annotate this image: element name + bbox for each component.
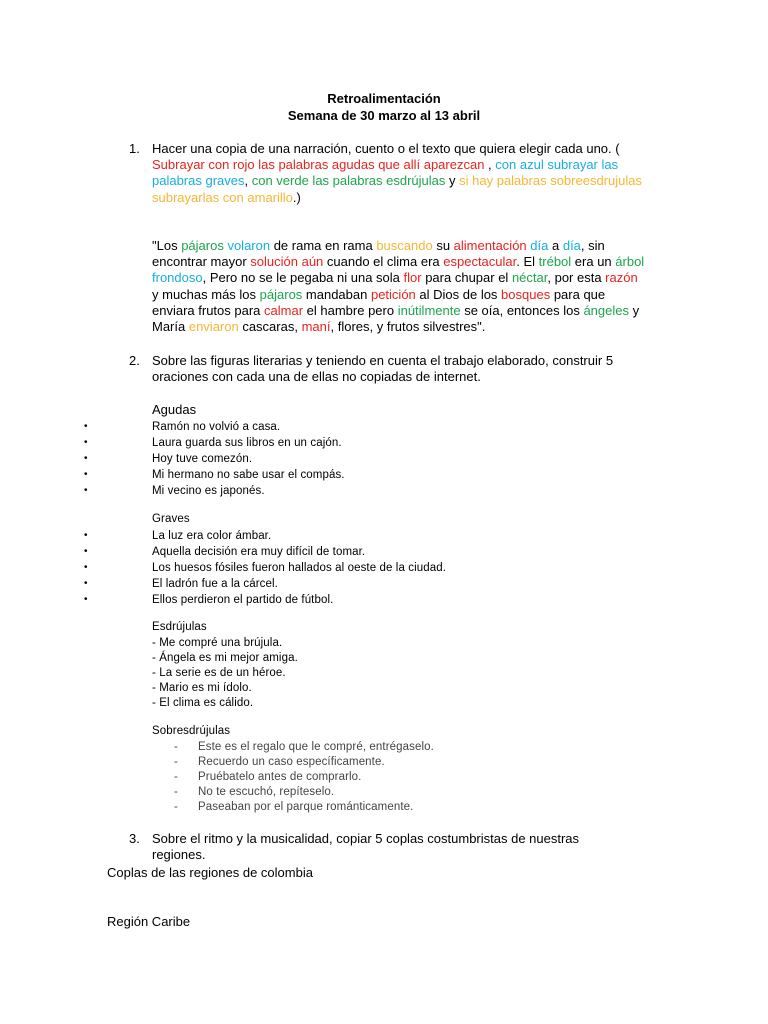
narrative-text: , sin encontrar mayor xyxy=(152,238,605,270)
highlighted-word: ángeles xyxy=(583,302,629,318)
sobresdrujulas-heading: Sobresdrújulas xyxy=(152,725,231,737)
narrative-text: cascaras, xyxy=(238,319,302,335)
esdrujulas-heading: Esdrújulas xyxy=(152,621,207,633)
item-1-number: 1. xyxy=(129,141,140,156)
blue-instruction: con azul subrayar las palabras graves xyxy=(152,157,619,189)
item-3-number: 3. xyxy=(129,831,140,846)
list-item: - Recuerdo un caso específicamente. xyxy=(174,756,385,768)
highlighted-word: volaron xyxy=(227,238,271,253)
list-item: • Aquella decisión era muy difícil de tomar. xyxy=(84,546,366,558)
narrative-text: , flores, y frutos silvestres". xyxy=(330,319,486,335)
highlighted-word: alimentación xyxy=(453,238,527,253)
coplas-heading: Coplas de las regiones de colombia xyxy=(107,865,313,880)
highlighted-word: calmar xyxy=(264,302,304,318)
narrative-text: era un xyxy=(571,254,616,270)
narrative-paragraph xyxy=(152,238,647,335)
esdrujulas-list xyxy=(152,636,298,711)
highlighted-word: maní xyxy=(301,319,331,335)
narrative-text: al Dios de los xyxy=(415,286,502,302)
list-item: • Mi vecino es japonés. xyxy=(84,485,265,497)
list-item: • Mi hermano no sabe usar el compás. xyxy=(84,469,345,481)
highlighted-word: enviaron xyxy=(188,319,239,335)
highlighted-word: inútilmente xyxy=(397,302,461,318)
highlighted-word: trébol xyxy=(538,254,572,270)
list-item: • Ellos perdieron el partido de fútbol. xyxy=(84,594,334,606)
list-item: • Laura guarda sus libros en un cajón. xyxy=(84,437,342,449)
narrative-text: para que enviara frutos para xyxy=(152,286,606,318)
list-item: - La serie es de un héroe. xyxy=(152,667,286,679)
narrative-text: a xyxy=(548,238,563,253)
list-item: - No te escuchó, repíteselo. xyxy=(174,786,335,798)
narrative-text: para chupar el xyxy=(421,270,512,286)
item-2-number: 2. xyxy=(129,353,140,368)
narrative-text: , Pero no se le pegaba ni una sola xyxy=(202,270,404,286)
list-item: • La luz era color ámbar. xyxy=(84,530,272,542)
highlighted-word: solución xyxy=(250,254,298,270)
highlighted-word: frondoso xyxy=(152,270,203,286)
narrative-text: , por esta xyxy=(547,270,606,286)
yellow-instruction: si hay palabras sobreesdrujulas subrayarlas con amarillo xyxy=(152,173,642,205)
highlighted-word: buscando xyxy=(376,238,433,253)
list-item: - Mario es mi ídolo. xyxy=(152,682,252,694)
narrative-text: y María xyxy=(152,302,640,335)
list-item: • Hoy tuve comezón. xyxy=(84,453,253,465)
agudas-list xyxy=(0,419,768,499)
highlighted-word: pájaros xyxy=(181,238,224,253)
highlighted-word: pájaros xyxy=(259,286,303,302)
highlighted-word: día xyxy=(562,238,581,253)
highlighted-word: néctar xyxy=(511,270,548,286)
list-item: • Ramón no volvió a casa. xyxy=(84,421,281,433)
narrative-text: y muchas más los xyxy=(152,286,260,302)
highlighted-word: árbol xyxy=(615,254,645,270)
highlighted-word: día xyxy=(530,238,549,253)
list-item: • Los huesos fósiles fueron hallados al oeste de la ciudad. xyxy=(84,562,447,574)
green-instruction: con verde las palabras esdrújulas xyxy=(251,173,446,189)
highlighted-word: flor xyxy=(403,270,422,286)
agudas-heading: Agudas xyxy=(152,402,197,417)
narrative-text: se oía, entonces los xyxy=(460,302,584,318)
red-instruction: Subrayar con rojo las palabras agudas que allí aparezcan xyxy=(152,157,485,173)
list-item: - Este es el regalo que le compré, entrégaselo. xyxy=(174,741,434,753)
item-3-text: Sobre el ritmo y la musicalidad, copiar 5 coplas costumbristas de nuestras regiones. xyxy=(152,831,580,863)
highlighted-word: razón xyxy=(605,270,638,286)
list-item: • El ladrón fue a la cárcel. xyxy=(84,578,278,590)
graves-list xyxy=(0,528,768,608)
narrative-text: el hambre pero xyxy=(303,302,398,318)
region-caribe-heading: Región Caribe xyxy=(107,914,191,929)
document-title: Retroalimentación xyxy=(327,91,441,106)
narrative-text: mandaban xyxy=(302,286,371,302)
list-item: - Paseaban por el parque románticamente. xyxy=(174,801,414,813)
item-1-instructions: Hacer una copia de una narración, cuento o el texto que quiera elegir cada uno. ( Subrayar con rojo las palabras agudas que allí aparezcan , con azul subrayar las palabras graves, con verde las palabras esdrújulas y si hay palabras sobreesdrujulas subrayarlas con amarillo.) xyxy=(152,141,642,205)
narrative-text: de rama en rama xyxy=(270,238,377,253)
list-item: - Ángela es mi mejor amiga. xyxy=(152,652,298,664)
highlighted-word: petición xyxy=(370,286,416,302)
highlighted-word: bosques xyxy=(501,286,551,302)
list-item: - Pruébatelo antes de comprarlo. xyxy=(174,771,362,783)
list-item: - Me compré una brújula. xyxy=(152,637,283,649)
graves-heading: Graves xyxy=(152,513,190,525)
narrative-text: su xyxy=(432,238,454,253)
list-item: - El clima es cálido. xyxy=(152,697,254,709)
item-2-text: Sobre las figuras literarias y teniendo en cuenta el trabajo elaborado, construir 5 oraciones con cada una de ellas no copiadas de internet. xyxy=(152,353,614,385)
narrative-text: cuando el clima era xyxy=(323,254,444,270)
narrative-text: "Los xyxy=(152,238,182,253)
highlighted-word: aún xyxy=(301,254,324,270)
document-subtitle: Semana de 30 marzo al 13 abril xyxy=(287,108,481,123)
highlighted-word: espectacular xyxy=(443,254,517,270)
narrative-text: . El xyxy=(516,254,539,270)
sobresdrujulas-list xyxy=(0,740,768,815)
